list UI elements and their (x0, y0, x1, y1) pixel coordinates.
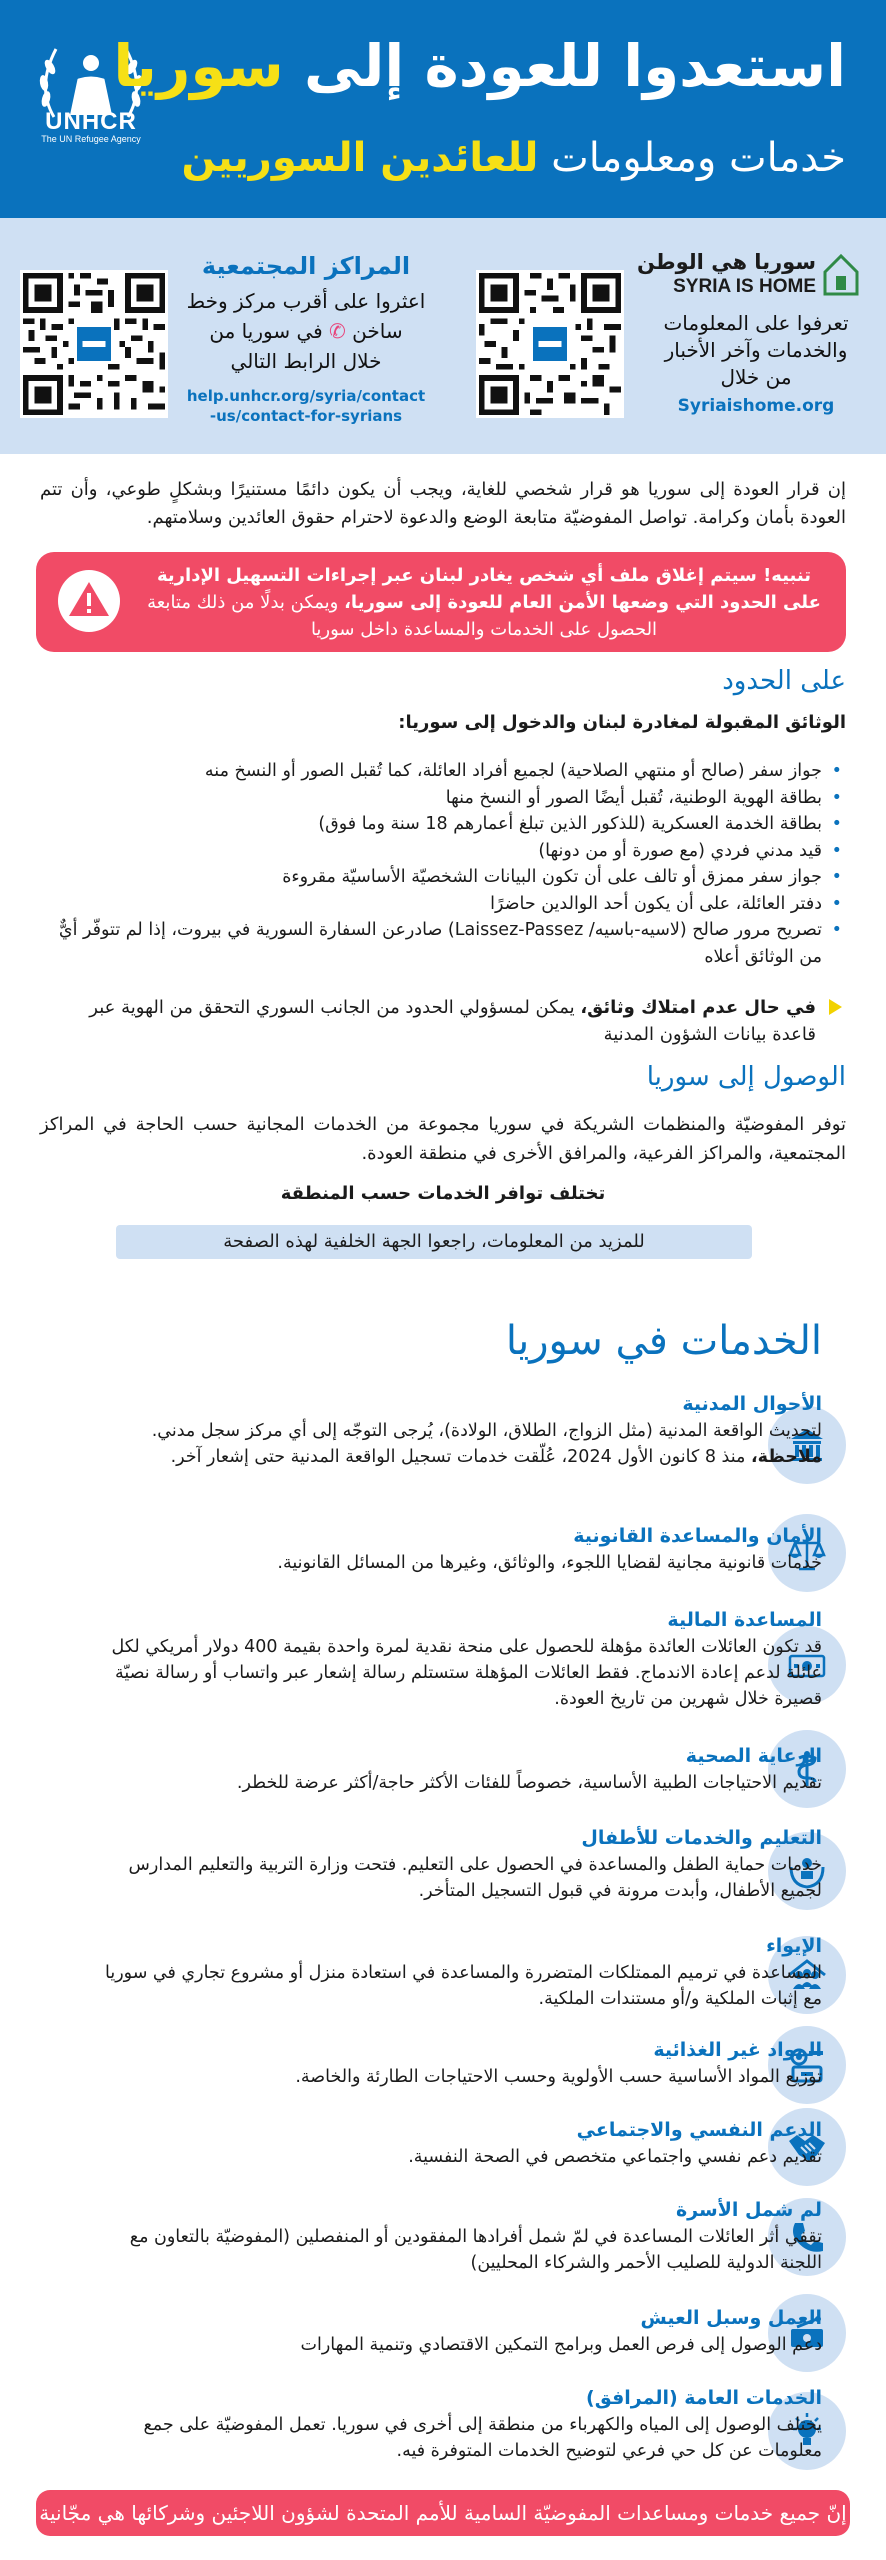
qr-code-icon (479, 273, 621, 415)
service-title: الدعم النفسي والاجتماعي (576, 2119, 822, 2141)
service-title: العمل وسبل العيش (640, 2307, 822, 2329)
list-item: • بطاقة الخدمة العسكرية (للذكور الذين تبلغ أعمارهم 18 سنة وما فوق) (40, 811, 846, 838)
services-heading: الخدمات في سوريا (505, 1318, 822, 1364)
service-item (104, 1606, 822, 1712)
service-title: الإيواء (766, 1935, 822, 1957)
syria-is-home-qr-code[interactable] (476, 270, 624, 418)
list-item: • قيد مدني فردي (مع صورة أو من دونها) (40, 838, 846, 865)
list-item: • تصريح مرور صالح (لاسيه-باسيه/ Laissez-Passez) صادرعن السفارة السورية في بيروت، إذا لم تتوفّر أيٌّ من الوثائق أعلاه (40, 917, 846, 970)
service-item (104, 1390, 822, 1470)
community-centers-title: المراكز المجتمعية (201, 252, 411, 280)
no-documents-note: في حال عدم امتلاك وثائق، يمكن لمسؤولي الحدود من الجانب السوري التحقق من الهوية عبر قاعدة بيانات الشؤون المدنية (40, 994, 846, 1048)
house-icon (822, 250, 860, 298)
intro-paragraph: إن قرار العودة إلى سوريا هو قرار شخصي للغاية، ويجب أن يكون دائمًا مستنيرًا وبشكلٍ طوعي، وأن تتم العودة بأمان وكرامة. تواصل المفوضيّة متابعة الوضع والدعوة لاحترام حقوق العائدين وسلامتهم. (40, 479, 846, 528)
warning-icon (56, 568, 122, 634)
service-item (104, 1824, 822, 1904)
warning-text: تنبيه! سيتم إغلاق ملف أي شخص يغادر لبنان عبر إجراءات التسهيل الإدارية على الحدود التي وضعها الأمن العام للعودة إلى سوريا، ويمكن بدلًا من ذلك متابعة الحصول على الخدمات والمساعدة داخل سوريا (147, 565, 821, 640)
list-item: • بطاقة الهوية الوطنية، تُقبل أيضًا الصور أو النسخ منها (40, 785, 846, 812)
arrival-paragraph: توفر المفوضيّة والمنظمات الشريكة في سوريا مجموعة من الخدمات المجانية حسب الحاجة في المراكز المجتمعية، والمراكز الفرعية، والمرافق الأخرى في منطقة العودة. (40, 1114, 846, 1164)
border-heading: على الحدود (722, 666, 846, 696)
service-item (104, 2384, 822, 2464)
documents-subheading: الوثائق المقبولة لمغادرة لبنان والدخول إلى سوريا: (398, 712, 846, 733)
syria-is-home-logo-arabic: سوريا هي الوطن (636, 250, 816, 274)
qr-code-icon (23, 273, 165, 415)
service-item (104, 2036, 822, 2090)
service-title: التعليم والخدمات للأطفال (581, 1827, 822, 1849)
service-item (104, 1932, 822, 2012)
service-item (104, 1742, 822, 1796)
page-subtitle: خدمات ومعلومات للعائدين السوريين (181, 135, 846, 181)
service-body: تقديم دعم نفسي واجتماعي متخصص في الصحة النفسية. (408, 2147, 822, 2167)
list-item: • دفتر العائلة، على أن يكون أحد الوالدين حاضرًا (40, 891, 846, 918)
arrival-heading: الوصول إلى سوريا (646, 1062, 846, 1092)
service-body: تقديم الاحتياجات الطبية الأساسية، خصوصاً للفئات الأكثر حاجة/أكثر عرضة للخطر. (236, 1773, 822, 1793)
subtitle-highlight: للعائدين السوريين (181, 135, 539, 181)
service-body: دعم الوصول إلى فرص العمل وبرامج التمكين الاقتصادي وتنمية المهارات (300, 2335, 822, 2355)
service-title: الأمان والمساعدة القانونية (573, 1525, 822, 1547)
footer-banner: إنّ جميع خدمات ومساعدات المفوضيّة السامية للأمم المتحدة لشؤون اللاجئين وشركائها هي مجّانية (36, 2490, 850, 2536)
service-title: الخدمات العامة (المرافق) (586, 2387, 822, 2409)
service-item (104, 2196, 822, 2276)
service-item (104, 2116, 822, 2170)
syria-is-home-text: تعرفوا على المعلومات والخدمات وآخر الأخبار من خلال (663, 311, 849, 389)
syria-is-home-logo-english: SYRIA IS HOME (673, 276, 816, 297)
list-item: • جواز سفر ممزق أو تالف على أن تكون البيانات الشخصيّة الأساسيّة مقروءة (40, 864, 846, 891)
service-body: خدمات قانونية مجانية لقضايا اللجوء، والوثائق، وغيرها من المسائل القانونية. (277, 1553, 822, 1573)
community-centers-link[interactable]: help.unhcr.org/syria/contact -us/contact-for-syrians (186, 387, 426, 425)
service-title: الأحوال المدنية (682, 1393, 822, 1415)
unhcr-logo-text: UNHCR (45, 108, 137, 135)
service-body: توزيع المواد الأساسية حسب الأولوية وحسب الاحتياجات الطارئة والخاصة. (295, 2067, 822, 2087)
title-highlight: سوريا (113, 32, 284, 100)
more-info-banner: للمزيد من المعلومات، راجعوا الجهة الخلفية لهذه الصفحة (116, 1225, 752, 1259)
community-centers-qr-code[interactable] (20, 270, 168, 418)
community-centers-text: اعثروا على أقرب مركز وخط ساخن ✆ في سوريا من خلال الرابط التالي (186, 289, 426, 373)
service-item (104, 2304, 822, 2358)
page-title: استعدوا للعودة إلى سوريا (113, 32, 846, 100)
service-title: لم شمل الأسرة (675, 2199, 822, 2221)
availability-note: تختلف توافر الخدمات حسب المنطقة (280, 1183, 606, 1204)
triangle-bullet-icon (829, 999, 842, 1015)
service-title: المساعدة المالية (667, 1609, 822, 1631)
list-item: • جواز سفر (صالح أو منتهي الصلاحية) لجميع أفراد العائلة، كما تُقبل الصور أو النسخ منه (40, 758, 846, 785)
service-item (104, 1522, 822, 1576)
service-body: لتحديث الواقعة المدنية (مثل الزواج، الطلاق، الولادة)، يُرجى التوجّه إلى أي مركز سجل مدني. ملاحظة، منذ 8 كانون الأول 2024، عُلّقت خدمات تسجيل الواقعة المدنية حتى إشعار آخر. (151, 1421, 822, 1467)
unhcr-logo-subtext: The UN Refugee Agency (41, 134, 141, 144)
service-title: المواد غير الغذائية (653, 2039, 822, 2061)
phone-icon: ✆ (329, 319, 346, 343)
documents-list (40, 758, 846, 970)
service-body: تقفي أثر العائلات المساعدة في لمّ شمل أفرادها المفقودين أو المنفصلين (المفوضيّة بالتعاون مع اللجنة الدولية للصليب الأحمر والشركاء المحليين) (129, 2227, 822, 2273)
service-title: الرعاية الصحية (685, 1745, 822, 1767)
service-body: المساعدة في ترميم الممتلكات المتضررة والمساعدة في استعادة منزل أو مشروع تجاري في سوريا مع إثبات الملكية و/أو مستندات الملكية. (105, 1963, 822, 2009)
syria-is-home-link[interactable]: Syriaishome.org (677, 396, 835, 416)
service-body: خدمات حماية الطفل والمساعدة في الحصول على التعليم. فتحت وزارة التربية والتعليم المدارس لجميع الأطفال، وأبدت مرونة في قبول التسجيل المتأخر. (128, 1855, 822, 1901)
service-body: يختلف الوصول إلى المياه والكهرباء من منطقة إلى أخرى في سوريا. تعمل المفوضيّة على جمع معلومات عن كل حي فرعي لتوضيح الخدمات المتوفرة فيه. (143, 2415, 822, 2461)
service-body: قد تكون العائلات العائدة مؤهلة للحصول على منحة نقدية لمرة واحدة بقيمة 400 دولار أمريكي لكل عائلة لدعم إعادة الاندماج. فقط العائلات المؤهلة ستستلم رسالة إشعار عبر واتساب أو رسالة نصيّة قصيرة خلال شهرين من تاريخ العودة. (111, 1637, 822, 1709)
